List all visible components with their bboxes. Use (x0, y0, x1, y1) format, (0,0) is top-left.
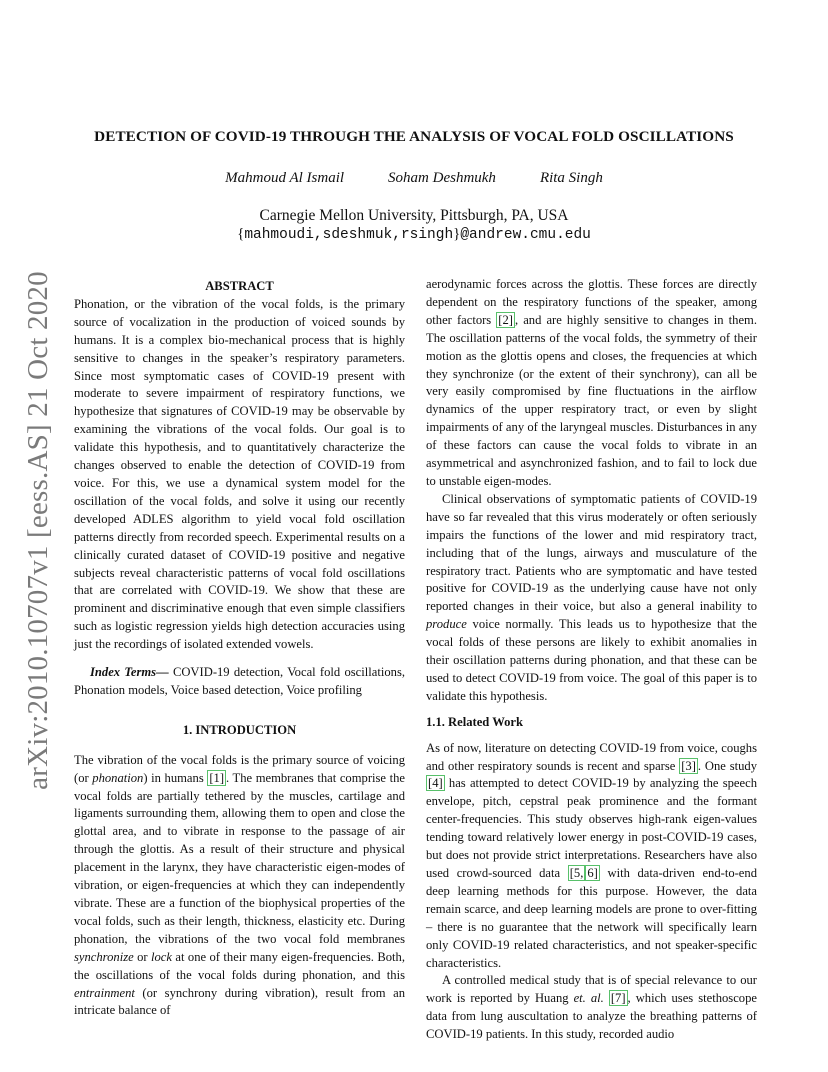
text-run: The vibration of the vocal folds is the primary source of voicing (or (74, 752, 405, 785)
citation-link[interactable]: [3] (681, 758, 696, 773)
author-name: Rita Singh (539, 170, 603, 186)
author-name: Soham Deshmukh (388, 170, 496, 186)
index-terms-label: Index Terms— (90, 665, 169, 680)
citation-link[interactable]: [1] (209, 770, 225, 785)
citation-link[interactable]: [4] (428, 776, 443, 791)
text-run: at one of their many eigen-frequencies. Both, the oscillations of the vocal folds during phonation, and this (74, 949, 405, 982)
text-run: has attempted to detect COVID-19 by analyzing the speech envelope, pitch, cepstral peak prominence and the formant center-frequencies. This study observes high-rank eigen-values tending toward relatively lower energy in post-COVID-19 cases, but does not provide strict interpretations. Researchers have also used crowd-sourced data (426, 776, 757, 880)
text-run: or (133, 949, 152, 964)
text-run: aerodynamic forces across the glottis. These forces are directly dependent on the respiratory functions of the speaker, among other factors (426, 277, 757, 327)
citation-link[interactable]: [5, (569, 866, 584, 880)
affiliation: Carnegie Mellon University, Pittsburgh, PA, USA (259, 207, 569, 224)
citation-link[interactable]: [7] (610, 991, 626, 1006)
author-name: Mahmoud Al Ismail (225, 170, 345, 186)
abstract-text: Phonation, or the vibration of the vocal folds, is the primary source of vocalization in the production of voiced sounds by humans. It is a complex bio-mechanical process that is highly sensitive to changes in the speaker’s respiratory parameters. Since most symptomatic cases of COVID-19 present with moderate to severe impairment of respiratory functions, we hypothesize that signatures of COVID-19 may be observable by examining the vibrations of the vocal folds. Our goal is to validate this hypothesis, and to quantitatively characterize the changes observed to enable the detection of COVID-19 from voice. For this, we use a dynamical system model for the oscillation of the vocal folds, and solve it using our recently developed ADLES algorithm to yield vocal fold oscillation patterns directly from recorded speech. Experimental results on a clinically curated dataset of COVID-19 positive and negative subjects reveal characteristic patterns of vocal fold oscillations that are correlated with COVID-19. We show that these are prominent and discriminative enough that even simple classifiers such as logistic regression yields high detection accuracies using just the recordings of isolated extended vowels. (74, 296, 405, 652)
index-terms (74, 664, 405, 700)
citation-link[interactable]: [2] (498, 312, 513, 327)
emphasis: et. al. (573, 991, 604, 1006)
related-work-paragraph (426, 972, 757, 1044)
introduction-heading: 1. INTRODUCTION (182, 722, 297, 737)
right-column (426, 276, 757, 1044)
email-brace-open: { (237, 226, 245, 242)
emphasis: produce (426, 617, 467, 632)
emphasis: entrainment (74, 985, 135, 1000)
emphasis: lock (151, 949, 172, 964)
introduction-paragraph (74, 752, 405, 1021)
arxiv-stamp (14, 270, 62, 790)
text-run: . The membranes that comprise the vocal folds are partially tethered by the muscles, cartilage and ligaments surrounding them, allowing them to open and close the glottal area, and to vibrate in response to the passage of air through the glottis. As a result of their structure and physical placement in the larynx, they have characteristic eigen-modes of vibration, or eigen-frequencies at which they can independently vibrate. These are a function of the biophysical properties of the vocal folds, such as their length, thickness, elasticity etc. During phonation, the vibrations of the two vocal fold membranes (74, 770, 405, 946)
paper-title: DETECTION OF COVID-19 THROUGH THE ANALYSIS OF VOCAL FOLD OSCILLATIONS (94, 128, 734, 145)
emphasis: synchronize (74, 949, 134, 964)
text-run: Clinical observations of symptomatic patients of COVID-19 have so far revealed that this virus moderately or often seriously impairs the functions of the lower and mid respiratory tract, including that of the lungs, airways and musculature of the respiratory tract. Patients who are symptomatic and have tested positive for COVID-19 as the underlying cause have not only reported changes in their voice, but also a general inability to (426, 491, 757, 614)
text-run: , and are highly sensitive to changes in them. The oscillation patterns of the vocal folds, the symmetry of their motion as the glottis opens and closes, the frequencies at which they synchronize (or the extent of their synchrony), can all be very easily compromised by fine fluctuations in the airflow dynamics of the upper respiratory tract, or even by slight impairments of any of the laryngeal muscles. Disturbances in any of these factors can cause the vocal folds to vibrate in an asymmetrical and asynchronized fashion, and to fail to lock due to unstable eigen-modes. (426, 312, 758, 488)
email-usernames: mahmoudi,sdeshmuk,rsingh (244, 227, 454, 243)
introduction-paragraph (426, 491, 757, 706)
citation-link[interactable]: 6] (587, 866, 598, 880)
text-run: ) in humans (143, 770, 208, 785)
author-emails (0, 226, 828, 243)
email-brace-close: } (453, 226, 461, 242)
related-work-paragraph (426, 740, 757, 973)
text-run: voice normally. This leads us to hypothesize that the vocal folds of these persons are likely to exhibit anomalies in their oscillation patterns during phonation, and that these can be used to detect COVID-19 from voice. The goal of this paper is to validate this hypothesis. (426, 617, 757, 703)
text-run: (or synchrony during vibration), result from an intricate balance of (74, 985, 405, 1018)
author-list (0, 170, 828, 187)
index-terms-text: COVID-19 detection, Vocal fold oscillations, Phonation models, Voice based detection, Voice profiling (74, 665, 405, 697)
text-run: As of now, literature on detecting COVID-19 from voice, coughs and other respiratory sounds is recent and sparse (426, 740, 757, 773)
arxiv-identifier: arXiv:2010.10707v1 [eess.AS] 21 Oct 2020 (21, 270, 54, 790)
emphasis: phonation (92, 770, 144, 785)
text-run: . One study (697, 758, 758, 773)
email-domain: @andrew.cmu.edu (460, 227, 591, 243)
related-work-heading: 1.1. Related Work (426, 714, 524, 729)
introduction-paragraph (426, 276, 757, 491)
left-column (74, 278, 405, 1020)
text-run: with data-driven end-to-end deep learning methods for this purpose. However, the data remain scarce, and deep learning models are prone to over-fitting – there is no guarantee that the network will specifically learn only COVID-19 related characteristics, and not speaker-specific characteristics. (426, 866, 757, 970)
text-run: A controlled medical study that is of special relevance to our work is reported by Huang (426, 973, 757, 1006)
abstract-heading: ABSTRACT (205, 279, 274, 293)
text-run: , which uses stethoscope data from lung auscultation to analyze the breathing patterns of COVID-19 patients. In this study, recorded audio (426, 991, 757, 1042)
